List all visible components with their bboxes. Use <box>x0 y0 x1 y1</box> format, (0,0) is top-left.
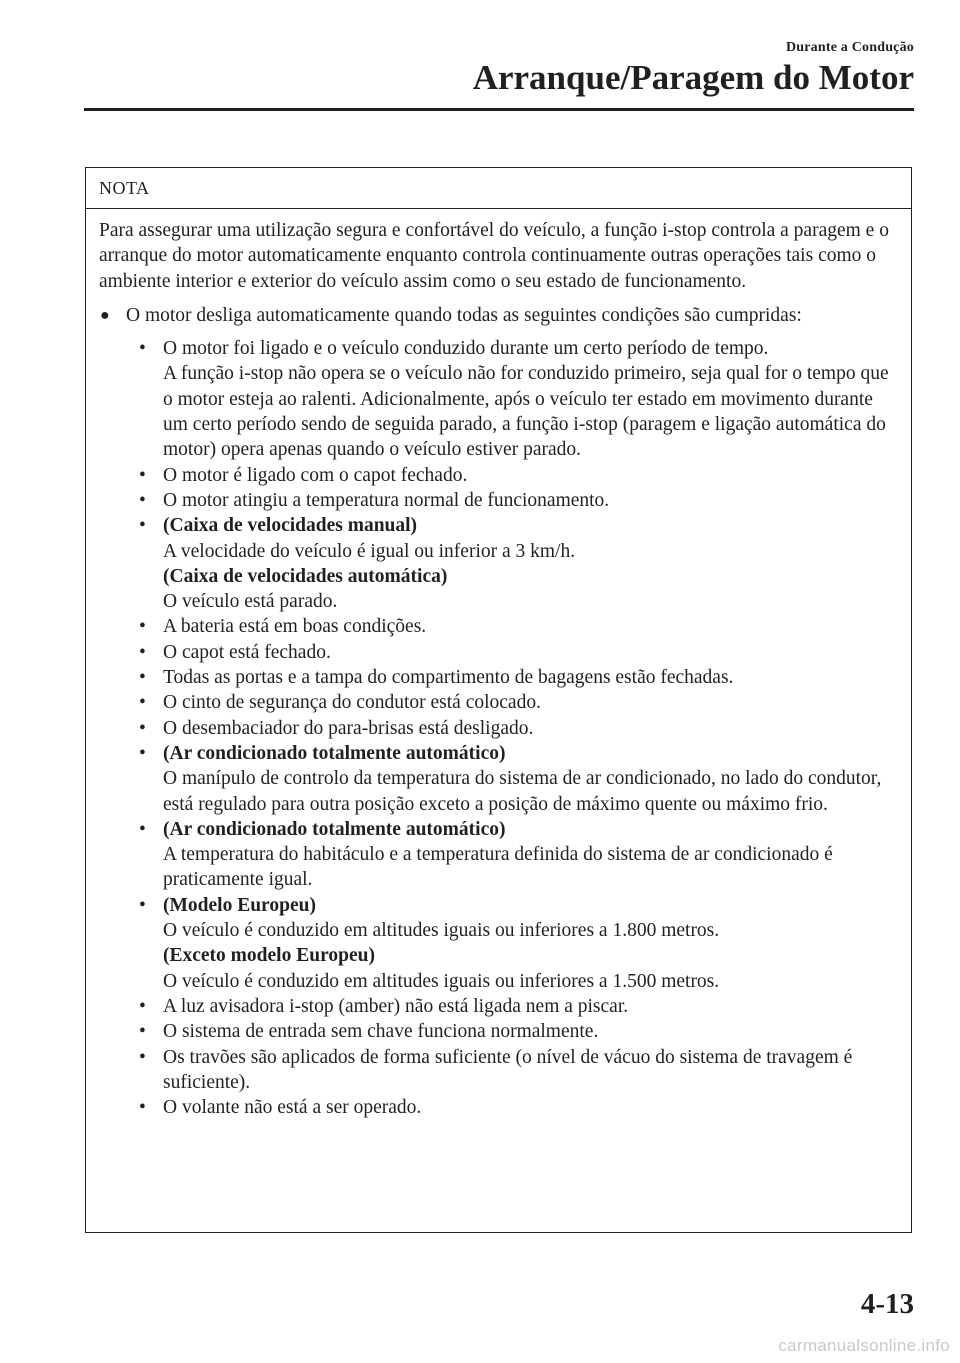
condition-text <box>163 463 895 488</box>
condition-item <box>125 817 895 893</box>
condition-text <box>163 690 895 715</box>
header-rule <box>84 108 914 111</box>
condition-line: Todas as portas e a tampa do compartimento de bagagens estão fechadas. <box>163 667 734 689</box>
bullet-icon: • <box>139 894 146 916</box>
condition-text <box>163 488 895 513</box>
main-bullet-item <box>99 303 895 328</box>
condition-line: O manípulo de controlo da temperatura do sistema de ar condicionado, no lado do condutor, está regulado para outra posição exceto a posição de máximo quente ou máximo frio. <box>163 768 882 815</box>
note-intro: Para assegurar uma utilização segura e confortável do veículo, a função i-stop controla a paragem e o arranque do motor automaticamente enquanto controla continuamente outras operações tais como o ambiente interior e exterior do veículo assim como o seu estado de funcionamento. <box>99 220 889 292</box>
note-heading: NOTA <box>86 168 911 209</box>
condition-line: O motor foi ligado e o veículo conduzido durante um certo período de tempo. <box>163 338 769 360</box>
condition-line: O motor atingiu a temperatura normal de funcionamento. <box>163 489 610 511</box>
condition-heading: (Exceto modelo Europeu) <box>163 945 375 967</box>
bullet-icon: • <box>139 742 146 764</box>
page-title: Arranque/Paragem do Motor <box>472 58 914 97</box>
condition-item <box>125 513 895 614</box>
condition-line: O desembaciador do para-brisas está desligado. <box>163 717 534 739</box>
condition-text <box>163 994 895 1019</box>
condition-line: A temperatura do habitáculo e a temperatura definida do sistema de ar condicionado é praticamente igual. <box>163 844 833 891</box>
bullet-icon: • <box>139 818 146 840</box>
bullet-icon: • <box>139 1097 146 1119</box>
condition-text <box>163 716 895 741</box>
condition-heading: (Modelo Europeu) <box>163 894 316 916</box>
bullet-icon: • <box>139 489 146 511</box>
condition-item <box>125 665 895 690</box>
bullet-icon: ● <box>100 306 110 324</box>
bullet-icon: • <box>139 464 146 486</box>
section-label: Durante a Condução <box>785 40 914 55</box>
bullet-icon: • <box>139 1021 146 1043</box>
condition-item <box>125 716 895 741</box>
condition-line: A função i-stop não opera se o veículo não for conduzido primeiro, seja qual for o tempo que o motor esteja ao ralenti. Adicionalmente, após o veículo ter estado em movimento durante um certo período sendo de seguida parado, a função i-stop (paragem e ligação automática do motor) opera apenas quando o veículo estiver parado. <box>163 363 889 461</box>
condition-heading: (Caixa de velocidades manual) <box>163 515 418 537</box>
condition-item <box>125 614 895 639</box>
condition-item <box>125 1095 895 1120</box>
bullet-icon: • <box>139 515 146 537</box>
condition-item <box>125 893 895 994</box>
condition-line: Os travões são aplicados de forma suficiente (o nível de vácuo do sistema de travagem é suficiente). <box>163 1046 853 1093</box>
condition-item <box>125 488 895 513</box>
note-box <box>85 167 912 1233</box>
bullet-icon: • <box>139 616 146 638</box>
condition-item <box>125 994 895 1019</box>
condition-item <box>125 1019 895 1044</box>
bullet-icon: • <box>139 1046 146 1068</box>
note-body <box>86 209 911 1120</box>
condition-text <box>163 614 895 639</box>
bullet-icon: • <box>139 995 146 1017</box>
condition-item <box>125 741 895 817</box>
condition-text <box>163 741 895 817</box>
condition-heading: (Caixa de velocidades automática) <box>163 565 448 587</box>
condition-line: O sistema de entrada sem chave funciona normalmente. <box>163 1021 599 1043</box>
condition-line: A velocidade do veículo é igual ou inferior a 3 km/h. <box>163 540 576 562</box>
condition-text <box>163 513 895 614</box>
condition-line: O veículo é conduzido em altitudes iguais ou inferiores a 1.800 metros. <box>163 920 720 942</box>
bullet-icon: • <box>139 641 146 663</box>
condition-line: O motor é ligado com o capot fechado. <box>163 464 468 486</box>
condition-line: O capot está fechado. <box>163 641 331 663</box>
condition-text <box>163 640 895 665</box>
condition-line: A bateria está em boas condições. <box>163 616 427 638</box>
condition-text <box>163 665 895 690</box>
condition-heading: (Ar condicionado totalmente automático) <box>163 818 506 840</box>
page-number: 4-13 <box>860 1288 914 1320</box>
condition-item <box>125 463 895 488</box>
condition-text <box>163 1095 895 1120</box>
condition-line: O veículo está parado. <box>163 591 338 613</box>
condition-line: A luz avisadora i-stop (amber) não está ligada nem a piscar. <box>163 995 629 1017</box>
condition-line: O cinto de segurança do condutor está colocado. <box>163 692 541 714</box>
watermark: carmanualsonline.info <box>778 1336 950 1355</box>
bullet-icon: • <box>139 338 146 360</box>
conditions-list <box>99 336 895 1120</box>
condition-item <box>125 1045 895 1096</box>
condition-text <box>163 1045 895 1096</box>
condition-text <box>163 817 895 893</box>
condition-line: O volante não está a ser operado. <box>163 1097 422 1119</box>
bullet-icon: • <box>139 692 146 714</box>
condition-line: O veículo é conduzido em altitudes iguais ou inferiores a 1.500 metros. <box>163 970 720 992</box>
condition-item <box>125 336 895 462</box>
main-bullet-text: O motor desliga automaticamente quando todas as seguintes condições são cumpridas: <box>126 304 802 326</box>
bullet-icon: • <box>139 667 146 689</box>
condition-item <box>125 640 895 665</box>
bullet-icon: • <box>139 717 146 739</box>
condition-heading: (Ar condicionado totalmente automático) <box>163 742 506 764</box>
condition-item <box>125 690 895 715</box>
condition-text <box>163 336 895 462</box>
condition-text <box>163 893 895 994</box>
condition-text <box>163 1019 895 1044</box>
